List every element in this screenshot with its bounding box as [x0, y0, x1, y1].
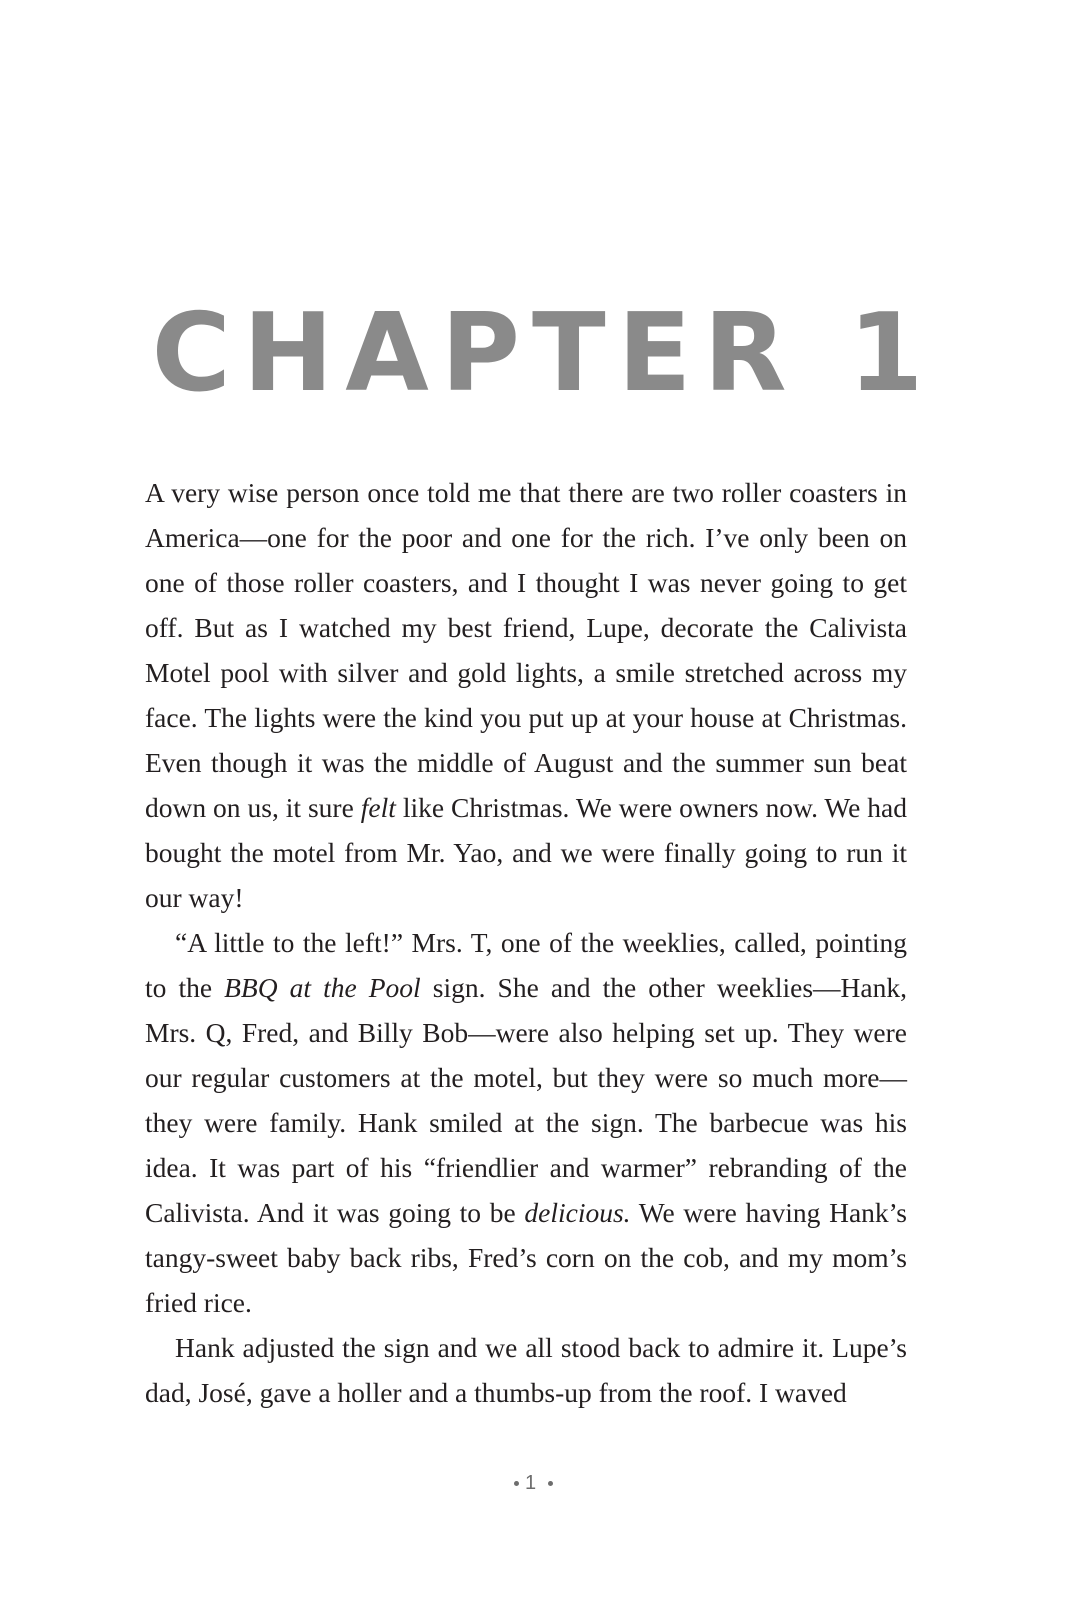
- page-number-footer: [0, 1472, 1067, 1495]
- text-run: “A little to the left!” Mrs. T, one of the weeklies, called, pointing to the: [145, 927, 907, 1003]
- text-run: sign. She and the other weeklies—Hank, Mrs. Q, Fred, and Billy Bob—were also helping set up. They were our regular customers at the motel, but they were so much more—they were family. Hank smiled at the sign. The barbecue was his idea. It was part of his “friendlier and warmer” rebranding of the Calivista. And it was going to be: [145, 972, 907, 1228]
- italic-text: felt: [360, 792, 396, 823]
- paragraph: [145, 920, 907, 1325]
- text-run: Hank adjusted the sign and we all stood back to admire it. Lupe’s dad, José, gave a holler and a thumbs-up from the roof. I waved: [145, 1332, 907, 1408]
- text-run: like Christmas. We were owners now. We had bought the motel from Mr. Yao, and we were finally going to run it our way!: [145, 792, 907, 913]
- text-run: We were having Hank’s tangy-sweet baby back ribs, Fred’s corn on the cob, and my mom’s fried rice.: [145, 1197, 907, 1318]
- paragraph: [145, 1325, 907, 1415]
- italic-text: BBQ at the Pool: [224, 972, 421, 1003]
- text-run: A very wise person once told me that there are two roller coasters in America—one for the poor and one for the rich. I’ve only been on one of those roller coasters, and I thought I was never going to get off. But as I watched my best friend, Lupe, decorate the Calivista Motel pool with silver and gold lights, a smile stretched across my face. The lights were the kind you put up at your house at Christmas. Even though it was the middle of August and the summer sun beat down on us, it sure: [145, 477, 907, 823]
- left-dot-ornament: [514, 1481, 519, 1486]
- italic-text: delicious.: [524, 1197, 631, 1228]
- page-number: 1: [524, 1472, 543, 1494]
- paragraph: [145, 470, 907, 920]
- chapter-body: [145, 470, 907, 1415]
- right-dot-ornament: [548, 1481, 553, 1486]
- chapter-heading: CHAPTER 1: [151, 291, 936, 417]
